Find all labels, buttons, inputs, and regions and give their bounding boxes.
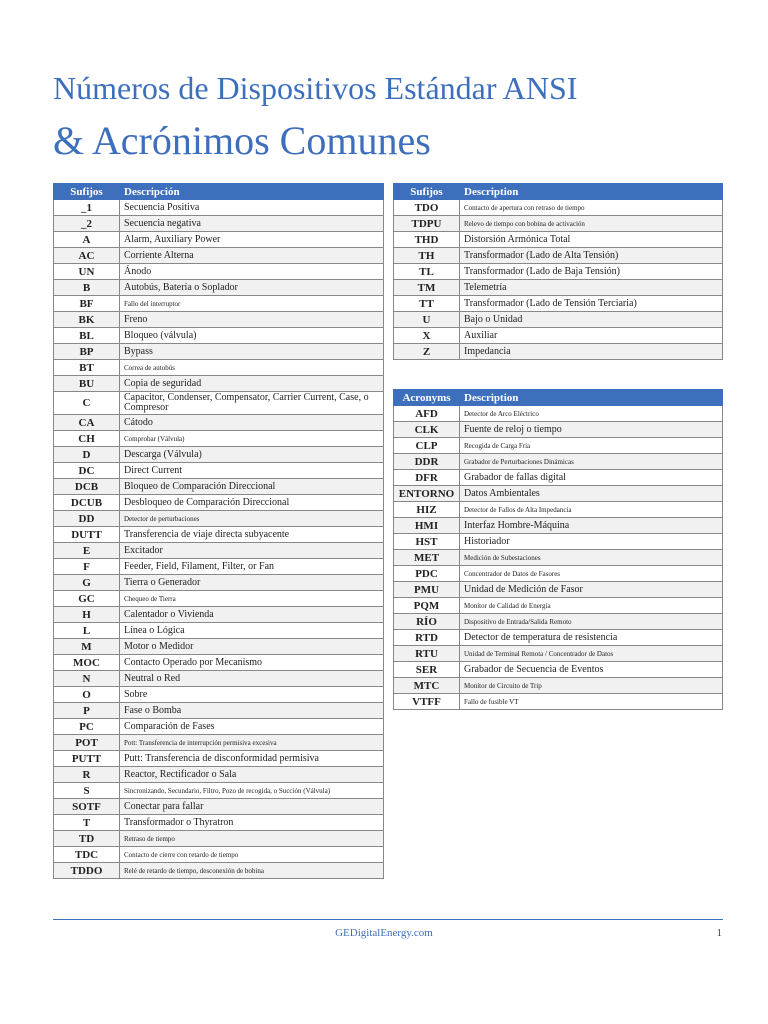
table-row <box>54 376 384 392</box>
row-description: Distorsión Armónica Total <box>460 232 723 248</box>
table-row <box>54 527 384 543</box>
table-row <box>54 687 384 703</box>
row-code: DDR <box>394 454 460 470</box>
row-code: MTC <box>394 678 460 694</box>
row-code: TH <box>394 248 460 264</box>
row-description: Unidad de Medición de Fasor <box>460 582 723 598</box>
row-code: SER <box>394 662 460 678</box>
row-code: MET <box>394 550 460 566</box>
row-description: Correa de autobús <box>120 360 384 376</box>
table-row <box>394 550 723 566</box>
table-row <box>394 502 723 518</box>
table-row <box>54 767 384 783</box>
row-code: CH <box>54 431 120 447</box>
row-code: ENTORNO <box>394 486 460 502</box>
row-description: Grabador de Secuencia de Eventos <box>460 662 723 678</box>
page-number: 1 <box>716 927 722 939</box>
row-description: Relé de retardo de tiempo, desconexión de bobina <box>120 863 384 879</box>
row-code: P <box>54 703 120 719</box>
row-description: Contacto de apertura con retraso de tiempo <box>460 200 723 216</box>
table-row <box>394 662 723 678</box>
row-code: S <box>54 783 120 799</box>
column-header-acronym: Acronyms <box>394 390 460 406</box>
row-code: VTFF <box>394 694 460 710</box>
row-code: BP <box>54 344 120 360</box>
table-row <box>394 438 723 454</box>
table-row <box>394 646 723 662</box>
row-code: BL <box>54 328 120 344</box>
row-description: Impedancia <box>460 344 723 360</box>
column-header-code: Sufijos <box>54 184 120 200</box>
row-description: Copia de seguridad <box>120 376 384 392</box>
row-code: BK <box>54 312 120 328</box>
row-code: POT <box>54 735 120 751</box>
table-row <box>54 623 384 639</box>
row-code: H <box>54 607 120 623</box>
row-description: Fuente de reloj o tiempo <box>460 422 723 438</box>
row-code: M <box>54 639 120 655</box>
table-row <box>394 422 723 438</box>
row-description: Freno <box>120 312 384 328</box>
table-header-row <box>54 184 384 200</box>
row-code: U <box>394 312 460 328</box>
table-row <box>54 543 384 559</box>
row-code: BF <box>54 296 120 312</box>
table-row <box>54 719 384 735</box>
row-description: Capacitor, Condenser, Compensator, Carrier Current, Case, o Compresor <box>120 392 384 415</box>
row-code: AC <box>54 248 120 264</box>
table-row <box>54 296 384 312</box>
row-code: PQM <box>394 598 460 614</box>
row-code: Z <box>394 344 460 360</box>
row-code: C <box>54 392 120 415</box>
row-description: Monitor de Circuito de Trip <box>460 678 723 694</box>
table-row <box>54 280 384 296</box>
row-code: PDC <box>394 566 460 582</box>
row-description: Excitador <box>120 543 384 559</box>
table-row <box>54 751 384 767</box>
row-description: Bypass <box>120 344 384 360</box>
row-description: Secuencia Positiva <box>120 200 384 216</box>
row-code: AFD <box>394 406 460 422</box>
row-description: Contacto Operado por Mecanismo <box>120 655 384 671</box>
row-description: Corriente Alterna <box>120 248 384 264</box>
row-description: Interfaz Hombre-Máquina <box>460 518 723 534</box>
row-code: DCB <box>54 479 120 495</box>
table-header-row <box>394 390 723 406</box>
row-code: HMI <box>394 518 460 534</box>
row-description: Grabador de fallas digital <box>460 470 723 486</box>
table-row <box>394 344 723 360</box>
column-header-code: Sufijos <box>394 184 460 200</box>
page-title-line-2: & Acrónimos Comunes <box>53 118 431 163</box>
table-row <box>54 831 384 847</box>
table-row <box>54 463 384 479</box>
table-row <box>54 392 384 415</box>
row-code: DC <box>54 463 120 479</box>
footer-divider <box>53 919 723 920</box>
row-code: PC <box>54 719 120 735</box>
row-description: Putt: Transferencia de disconformidad permisiva <box>120 751 384 767</box>
row-code: HST <box>394 534 460 550</box>
row-description: Medición de Subestaciones <box>460 550 723 566</box>
table-row <box>394 454 723 470</box>
row-description: Sobre <box>120 687 384 703</box>
row-description: Telemetría <box>460 280 723 296</box>
row-description: Feeder, Field, Filament, Filter, or Fan <box>120 559 384 575</box>
table-row <box>394 264 723 280</box>
suffix-table-right <box>393 183 723 360</box>
table-row <box>54 559 384 575</box>
table-row <box>54 815 384 831</box>
row-code: BU <box>54 376 120 392</box>
row-description: Grabador de Perturbaciones Dinámicas <box>460 454 723 470</box>
row-code: DUTT <box>54 527 120 543</box>
row-code: MOC <box>54 655 120 671</box>
table-row <box>54 575 384 591</box>
row-description: Transformador (Lado de Tensión Terciaria) <box>460 296 723 312</box>
table-row <box>54 431 384 447</box>
table-row <box>394 200 723 216</box>
table-row <box>394 678 723 694</box>
row-code: L <box>54 623 120 639</box>
row-description: Transformador (Lado de Alta Tensión) <box>460 248 723 264</box>
row-code: TL <box>394 264 460 280</box>
table-row <box>394 598 723 614</box>
row-code: _2 <box>54 216 120 232</box>
row-description: Línea o Lógica <box>120 623 384 639</box>
row-code: THD <box>394 232 460 248</box>
table-row <box>394 694 723 710</box>
row-description: Detector de Fallos de Alta Impedancia <box>460 502 723 518</box>
table-row <box>54 232 384 248</box>
row-description: Autobús, Batería o Soplador <box>120 280 384 296</box>
table-row <box>54 216 384 232</box>
table-row <box>54 312 384 328</box>
row-description: Monitor de Calidad de Energía <box>460 598 723 614</box>
row-description: Bajo o Unidad <box>460 312 723 328</box>
row-description: Neutral o Red <box>120 671 384 687</box>
row-description: Contacto de cierre con retardo de tiempo <box>120 847 384 863</box>
row-description: Fallo de fusible VT <box>460 694 723 710</box>
row-code: RTU <box>394 646 460 662</box>
row-code: T <box>54 815 120 831</box>
row-description: Concentrador de Datos de Fasores <box>460 566 723 582</box>
row-code: A <box>54 232 120 248</box>
table-row <box>54 328 384 344</box>
table-row <box>54 479 384 495</box>
row-code: CA <box>54 415 120 431</box>
column-header-description: Description <box>460 184 723 200</box>
table-row <box>54 847 384 863</box>
row-code: CLK <box>394 422 460 438</box>
suffix-table-left <box>53 183 384 879</box>
row-description: Recogida de Carga Fría <box>460 438 723 454</box>
table-row <box>394 296 723 312</box>
table-row <box>54 264 384 280</box>
table-row <box>54 735 384 751</box>
row-code: PMU <box>394 582 460 598</box>
table-row <box>54 799 384 815</box>
row-description: Relevo de tiempo con bobina de activación <box>460 216 723 232</box>
row-code: HIZ <box>394 502 460 518</box>
row-description: Transformador (Lado de Baja Tensión) <box>460 264 723 280</box>
row-description: Motor o Medidor <box>120 639 384 655</box>
row-description: Fase o Bomba <box>120 703 384 719</box>
row-description: Conectar para fallar <box>120 799 384 815</box>
row-code: BT <box>54 360 120 376</box>
row-code: R <box>54 767 120 783</box>
row-code: RTD <box>394 630 460 646</box>
row-code: TDPU <box>394 216 460 232</box>
row-code: F <box>54 559 120 575</box>
table-row <box>394 534 723 550</box>
table-row <box>54 671 384 687</box>
row-code: O <box>54 687 120 703</box>
table-row <box>394 280 723 296</box>
row-description: Detector de perturbaciones <box>120 511 384 527</box>
footer-website-link[interactable] <box>0 927 768 939</box>
row-description: Detector de temperatura de resistencia <box>460 630 723 646</box>
acronym-table <box>393 389 723 710</box>
row-code: DFR <box>394 470 460 486</box>
table-row <box>54 863 384 879</box>
row-code: D <box>54 447 120 463</box>
row-description: Detector de Arco Eléctrico <box>460 406 723 422</box>
row-description: Retraso de tiempo <box>120 831 384 847</box>
table-row <box>394 328 723 344</box>
table-row <box>394 486 723 502</box>
row-code: G <box>54 575 120 591</box>
table-row <box>54 703 384 719</box>
table-row <box>394 216 723 232</box>
row-description: Bloqueo (válvula) <box>120 328 384 344</box>
table-row <box>394 470 723 486</box>
row-code: TD <box>54 831 120 847</box>
table-row <box>394 518 723 534</box>
footer-website-text[interactable]: GEDigitalEnergy.com <box>335 927 433 939</box>
table-row <box>394 582 723 598</box>
row-code: SOTF <box>54 799 120 815</box>
row-code: B <box>54 280 120 296</box>
row-description: Ánodo <box>120 264 384 280</box>
table-header-row <box>394 184 723 200</box>
table-row <box>54 360 384 376</box>
row-description: Descarga (Válvula) <box>120 447 384 463</box>
table-row <box>54 415 384 431</box>
table-row <box>394 630 723 646</box>
table-row <box>54 200 384 216</box>
row-description: Calentador o Vivienda <box>120 607 384 623</box>
row-description: Bloqueo de Comparación Direccional <box>120 479 384 495</box>
table-row <box>54 607 384 623</box>
table-row <box>394 406 723 422</box>
row-description: Cátodo <box>120 415 384 431</box>
row-description: Secuencia negativa <box>120 216 384 232</box>
table-row <box>54 655 384 671</box>
column-header-description: Description <box>460 390 723 406</box>
table-row <box>394 248 723 264</box>
table-row <box>54 783 384 799</box>
table-row <box>394 232 723 248</box>
row-description: Alarm, Auxiliary Power <box>120 232 384 248</box>
table-row <box>54 248 384 264</box>
table-row <box>54 495 384 511</box>
row-description: Comprobar (Válvula) <box>120 431 384 447</box>
row-code: E <box>54 543 120 559</box>
table-row <box>54 344 384 360</box>
row-code: TDC <box>54 847 120 863</box>
row-code: RÍO <box>394 614 460 630</box>
table-row <box>394 566 723 582</box>
row-description: Auxiliar <box>460 328 723 344</box>
row-code: PUTT <box>54 751 120 767</box>
row-description: Sincronizando, Secundario, Filtro, Pozo de recogida, o Succión (Válvula) <box>120 783 384 799</box>
row-code: DD <box>54 511 120 527</box>
table-row <box>54 639 384 655</box>
row-code: TDDO <box>54 863 120 879</box>
table-row <box>394 614 723 630</box>
row-description: Comparación de Fases <box>120 719 384 735</box>
row-code: _1 <box>54 200 120 216</box>
row-description: Transferencia de viaje directa subyacente <box>120 527 384 543</box>
row-code: X <box>394 328 460 344</box>
row-code: N <box>54 671 120 687</box>
row-code: DCUB <box>54 495 120 511</box>
row-description: Dispositivo de Entrada/Salida Remoto <box>460 614 723 630</box>
row-description: Chequeo de Tierra <box>120 591 384 607</box>
row-description: Direct Current <box>120 463 384 479</box>
column-header-description: Descripción <box>120 184 384 200</box>
row-code: TDO <box>394 200 460 216</box>
table-row <box>394 312 723 328</box>
row-description: Reactor, Rectificador o Sala <box>120 767 384 783</box>
row-description: Desbloqueo de Comparación Direccional <box>120 495 384 511</box>
row-code: TT <box>394 296 460 312</box>
row-description: Transformador o Thyratron <box>120 815 384 831</box>
table-row <box>54 511 384 527</box>
row-description: Historiador <box>460 534 723 550</box>
page-title-line-1: Números de Dispositivos Estándar ANSI <box>53 70 578 106</box>
table-row <box>54 447 384 463</box>
row-description: Fallo del interruptor <box>120 296 384 312</box>
row-code: CLP <box>394 438 460 454</box>
row-description: Pott: Transferencia de interrupción permisiva excesiva <box>120 735 384 751</box>
row-code: GC <box>54 591 120 607</box>
row-description: Tierra o Generador <box>120 575 384 591</box>
row-description: Unidad de Terminal Remota / Concentrador de Datos <box>460 646 723 662</box>
row-code: TM <box>394 280 460 296</box>
table-row <box>54 591 384 607</box>
row-description: Datos Ambientales <box>460 486 723 502</box>
row-code: UN <box>54 264 120 280</box>
